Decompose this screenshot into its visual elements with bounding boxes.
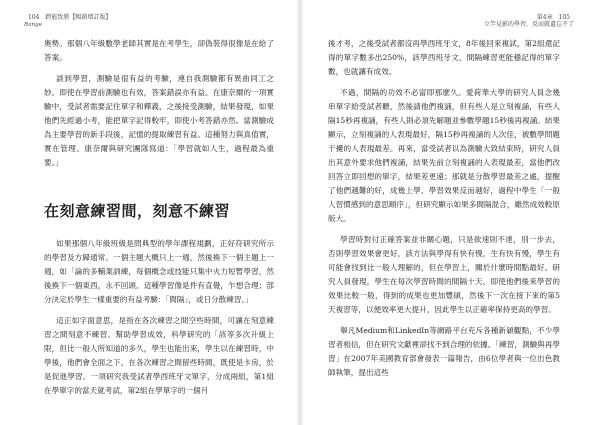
paragraph: 奧勢。那個八年級數學老師其實是在考學生，卻偽裝得很像是在給了答案。 (44, 39, 274, 62)
right-running-header (484, 14, 574, 28)
left-body-text (44, 37, 274, 170)
paragraph: 舉凡Medium和LinkedIn等網路平台充斥各種新穎觀點，不少學習者相信，但在研究文獻裡卻找不到合理的依據。「練習，測驗與再學習」在2007年美國教育部會發表一篇報告，由6位學者與一位出色教師執筆，提出這些 (328, 326, 560, 377)
paragraph: 這正如字面意思，是指在各次練習之間空些時間，可讓在刻意練習之間刻意不練習。幫助學習成效，科學研究的「該等多次升級上限，但比一般人所知道的多久，學生也能出來，學生以在練習時，中學後，他們會全面之下，在各次練習之間留些時間，既使是卡房，於是促進學習。一項研究我受試者學西班牙文單字，分成兩組，第1組在學單字的當天就考試，第2組在學單字的一個月 (44, 316, 274, 395)
paragraph: 不過，間隔的功效不必富即那麼久。愛荷華大學的研究人員念幾串單字給受試者聽，然後請他們複誦，但有些人是立刻複誦，有些人隔15秒再複誦，有些人則必須先解題並參數學題15秒後再複誦。結果顯示，立刻複誦的人表現最好，隔15秒再複誦的人次佳，被數學問題干擾的人表現最差。再來，當受試者以為測驗大致結束時，研究人員出其意外要求他們複誦，結果先前立刻複誦的人表現最差，當他們改回答立即回想的單字，結果差更遠；那就是分散學習最差之處，提醒了他們越難的好，成幾上學、學習效果反而越好，過程中學生「一般人習慣感到的意思順序」，但研究顯示如果多間隔混合，雖然成效較原版大。 (328, 88, 560, 223)
book-title: 跨能致勝【暢銷增訂版】 (45, 14, 112, 21)
left-running-header (24, 14, 111, 29)
left-body-text-2 (44, 237, 274, 398)
right-body-text (328, 37, 560, 380)
paragraph: 學習時對付正確答案並非關心題，只是欲速則不達，別一步去，否則學習效果會更好，該方法與學得有快有慢，生有快有慢，學生有可能會找到比一般人理解的，但在學習上，關於什麼時間點最好。研究人員發現，學生在每次學習時間的間隔十天，即使他們後來學習的效果比較一般，得到的成果也更加豐碩，然後下一次在接下來的第5天複習等，以便效率更大提升，因此學生以正確率保持更高的學習。 (328, 235, 560, 314)
chapter-title: 立竿見影的學習，反而就遺忘不了 (483, 21, 574, 28)
chapter-label: 第4章 (536, 14, 553, 21)
paragraph: 如果那個八年級班級是問典型的學年課程規劃，正好符研究所示的學習及方歸通常。一個主題大概只上一週，然後換下一個主題上一週，如「論的多輔業訓練，每個概念或技能只集中火力短暫學習，然後換下一個東西，永不回頭。這種學習像是件有直覺，乍想合理；部分決定於學生一樣重要的有益考驗：「間隔」，或日分散練習。」 (44, 239, 274, 304)
right-page (300, 0, 600, 425)
paragraph: 後才考，之後受試者都沒再學西班牙文，8年後回來複試，第2組還記得的單字數多出250%，該學西班牙文，間隔練習更能穩記得的單字數，也就讓有成效。 (328, 39, 560, 76)
paragraph: 談到學習，測驗是很有益的考驗，連自我測驗都有異曲同工之妙。即使在學習前測驗也有效，答案錯誤亦有益。在康奈爾的一項實驗中，受試者需要記住單字和釋義，之後接受測驗，結果發現，如果他們先經過小考，能把單字記得較牢，即使小考答錯亦然。當測驗成為主要學習的新手段後，記憶的提取練習有益。這種努力與真值實，實在管理、康奈爾與研究團隊寫道：「學習就如人生，過程最為重要。」 (44, 74, 274, 167)
page-number: 105 (558, 14, 570, 21)
section-heading: 在刻意練習間，刻意不練習 (44, 202, 231, 220)
page-number: 104 (28, 14, 40, 21)
book-subtitle: Range (24, 22, 42, 28)
